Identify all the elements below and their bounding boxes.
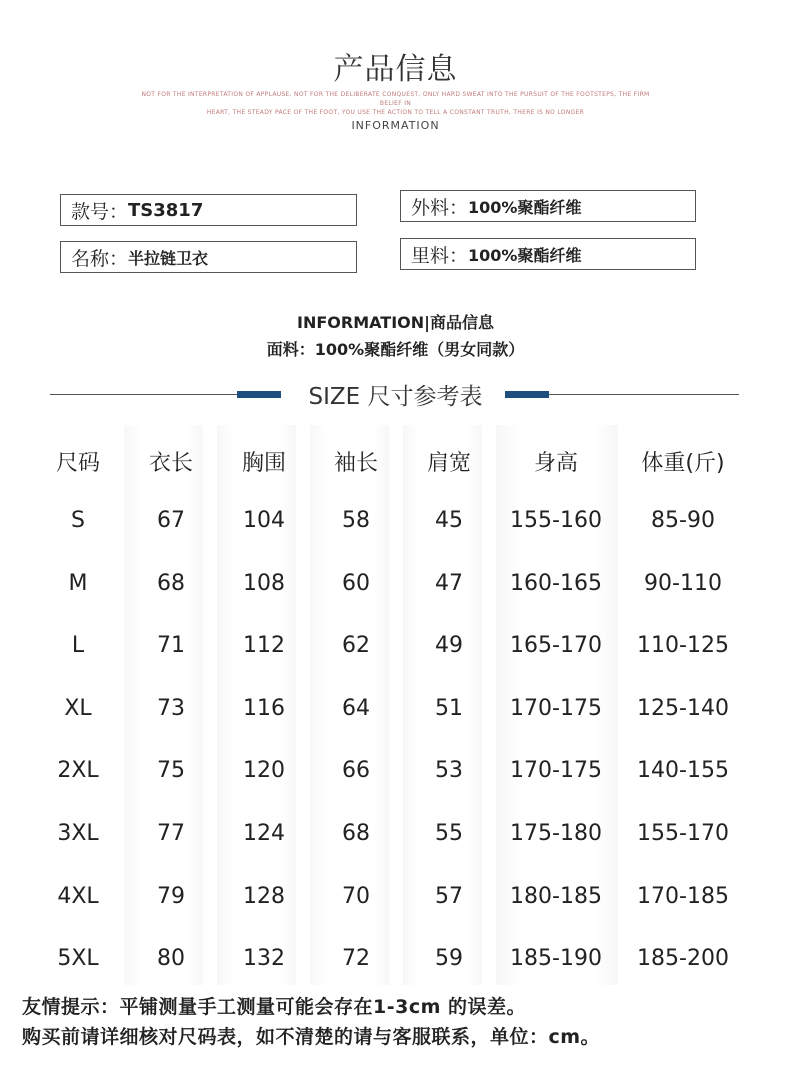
table-cell: 62 [342,633,370,659]
table-cell: XL [64,695,92,721]
table-cell: 51 [435,695,463,721]
table-cell: 59 [435,946,463,972]
measurement-note: 友情提示：平铺测量手工测量可能会存在1-3cm 的误差。 [22,996,527,1018]
table-cell: 71 [157,633,185,659]
table-cell: 57 [435,883,463,909]
outer-material-value: 100%聚酯纤维 [468,197,582,217]
lining-material-label: 里料： [411,244,469,267]
table-cell: 110-125 [637,633,729,659]
table-cell: 112 [243,633,285,659]
table-cell: 49 [435,633,463,659]
table-cell: 80 [157,946,185,972]
contact-note: 购买前请详细核对尺码表，如不清楚的请与客服联系，单位：cm。 [22,1026,601,1048]
table-cell: 165-170 [510,633,602,659]
table-header-cell: 胸围 [241,451,286,476]
table-cell: 185-200 [637,946,729,972]
divider-line-right [549,394,739,395]
table-cell: 170-175 [510,695,602,721]
table-header-cell: 肩宽 [426,451,471,476]
outer-material-label: 外料： [411,196,469,219]
information-heading: INFORMATION|商品信息 [297,313,494,332]
product-name-box [60,241,357,273]
table-header-cell: 身高 [533,451,578,476]
decorative-subtitle [130,90,661,117]
table-cell: 75 [157,758,185,784]
table-cell: 180-185 [510,883,602,909]
table-cell: 66 [342,758,370,784]
table-header-cell: 袖长 [333,451,378,476]
table-cell: M [68,570,88,596]
style-number-label: 款号： [71,200,129,223]
table-cell: 90-110 [644,570,722,596]
table-cell: 108 [243,570,285,596]
table-cell: 77 [157,821,185,846]
table-cell: 160-165 [510,570,602,596]
page-title: 产品信息 [333,52,458,87]
table-cell: 55 [435,821,463,846]
table-cell: 68 [342,821,370,846]
table-cell: 53 [435,758,463,784]
table-cell: 85-90 [651,508,715,533]
table-cell: 79 [157,883,185,909]
table-cell: 67 [157,508,185,533]
table-cell: 125-140 [637,695,729,721]
table-cell: S [71,508,85,533]
product-name-value: 半拉链卫衣 [128,248,209,268]
size-chart-title: SIZE 尺寸参考表 [308,384,483,410]
table-cell: 47 [435,570,463,596]
table-cell: 64 [342,695,370,721]
table-cell: 128 [243,883,285,909]
table-cell: 170-175 [510,758,602,784]
product-name-label: 名称： [71,247,129,270]
table-cell: 2XL [57,758,99,784]
table-cell: 73 [157,695,185,721]
table-cell: 140-155 [637,758,729,784]
subtitle-line-2: HEART, THE STEADY PACE OF THE FOOT, YOU USE THE ACTION TO TELL A CONSTANT TRUTH, THERE IS NO LONGER [206,109,585,116]
table-header-cell: 尺码 [55,451,100,476]
lining-material-value: 100%聚酯纤维 [468,245,582,265]
outer-material-box [400,190,696,222]
table-cell: 3XL [57,821,99,846]
table-cell: 175-180 [510,821,602,846]
table-cell: 45 [435,508,463,533]
table-cell: 132 [243,946,285,972]
table-cell: 170-185 [637,883,729,909]
table-cell: 155-170 [637,821,729,846]
table-cell: 185-190 [510,946,602,972]
fabric-summary: 面料：100%聚酯纤维（男女同款） [266,340,525,359]
table-cell: 104 [243,508,285,533]
table-cell: 70 [342,883,370,909]
table-cell: 155-160 [510,508,602,533]
table-cell: 116 [243,695,285,721]
table-cell: 58 [342,508,370,533]
table-header-cell: 体重(斤) [641,451,725,476]
table-cell: 72 [342,946,370,972]
table-cell: 120 [243,758,285,784]
table-header-cell: 衣长 [148,451,193,476]
table-cell: 68 [157,570,185,596]
divider-accent-right [505,391,549,398]
information-label: INFORMATION [351,119,440,132]
style-number-value: TS3817 [128,199,204,221]
style-number-box [60,194,357,226]
table-cell: 5XL [57,946,99,972]
table-cell: 60 [342,570,370,596]
subtitle-line-1: NOT FOR THE INTERPRETATION OF APPLAUSE, NOT FOR THE DELIBERATE CONQUEST, ONLY HARD SWEAT INTO THE PURSUIT OF THE FOOTSTEPS, THE FIRM BELIEF IN [141,91,650,107]
lining-material-box [400,238,696,270]
table-cell: 4XL [57,883,99,909]
table-cell: 124 [243,821,285,846]
table-cell: L [71,633,85,659]
